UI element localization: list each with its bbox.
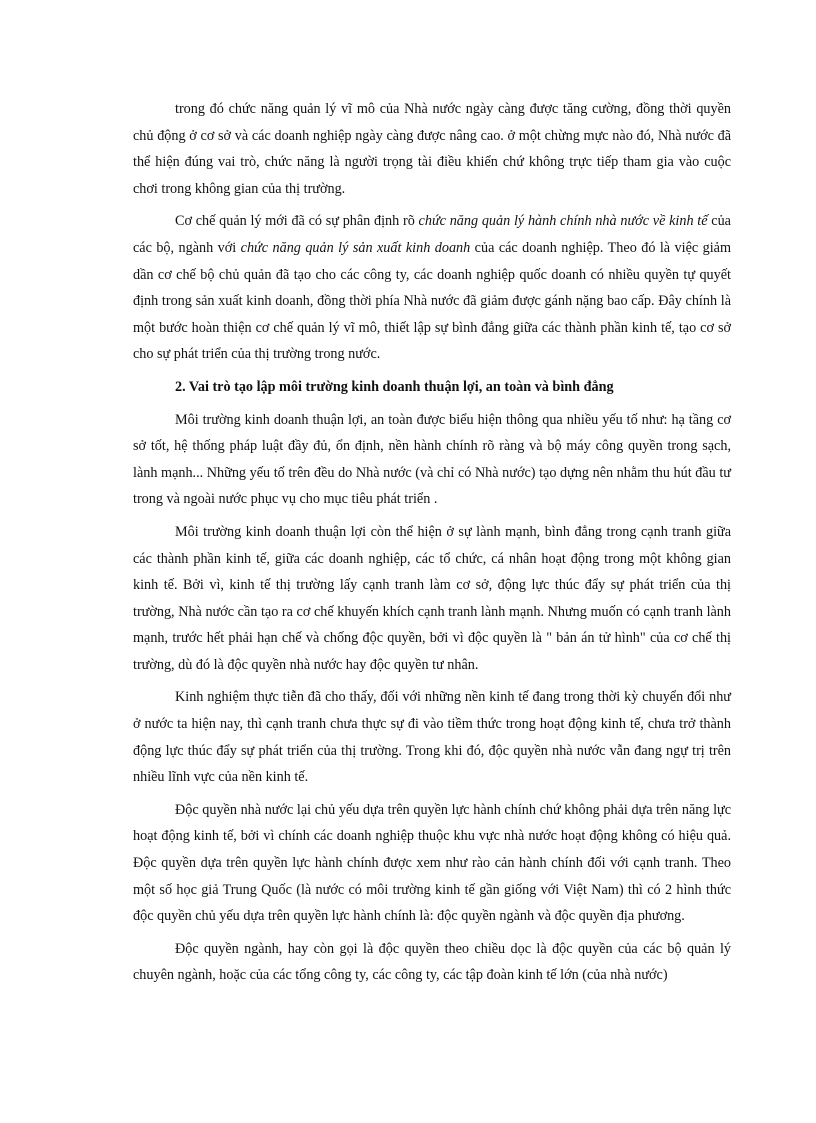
- paragraph-5: Kinh nghiệm thực tiễn đã cho thấy, đối với những nền kinh tế đang trong thời kỳ chuyển đổi như ở nước ta hiện nay, thì cạnh tranh chưa thực sự đi vào tiềm thức trong hoạt động kinh tế, chưa trở thành động lực thúc đẩy sự phát triển của thị trường. Trong khi đó, độc quyền nhà nước vẫn đang ngự trị trên nhiều lĩnh vực của nền kinh tế.: [133, 689, 731, 786]
- section-heading: 2. Vai trò tạo lập môi trường kinh doanh thuận lợi, an toàn và bình đẳng: [175, 378, 614, 395]
- paragraph-1: trong đó chức năng quản lý vĩ mô của Nhà nước ngày càng được tăng cường, đồng thời quyền chủ động ở cơ sở và các doanh nghiệp ngày càng được nâng cao. ở một chừng mực nào đó, Nhà nước đã thể hiện đúng vai trò, chức năng là người trọng tài điều khiển chứ không trực tiếp tham gia vào cuộc chơi trong không gian của thị trường.: [133, 101, 731, 197]
- paragraph-2-text-b: của các bộ, ngành với: [133, 213, 731, 256]
- document-page: [133, 96, 731, 989]
- paragraph-2: [133, 208, 731, 368]
- paragraph-2-italic-b: chức năng quản lý sản xuất kinh doanh: [240, 239, 471, 256]
- paragraph-2-text-a: Cơ chế quản lý mới đã có sự phân định rõ: [175, 213, 419, 230]
- paragraph-3: Môi trường kinh doanh thuận lợi, an toàn được biểu hiện thông qua nhiều yếu tố như: hạ tầng cơ sở tốt, hệ thống pháp luật đầy đủ, ổn định, nền hành chính rõ ràng và bộ máy công quyền trong sạch, lành mạnh... Những yếu tố trên đều do Nhà nước (và chỉ có Nhà nước) tạo dựng nên nhằm thu hút đầu tư trong và ngoài nước phục vụ cho mục tiêu phát triển .: [133, 411, 731, 508]
- paragraph-4: Môi trường kinh doanh thuận lợi còn thể hiện ở sự lành mạnh, bình đẳng trong cạnh tranh giữa các thành phần kinh tế, giữa các doanh nghiệp, các tổ chức, cá nhân hoạt động trong một không gian kinh tế. Bởi vì, kinh tế thị trường lấy cạnh tranh làm cơ sở, động lực thúc đẩy sự phát triển của thị trường, Nhà nước cần tạo ra cơ chế khuyến khích cạnh tranh lành mạnh. Nhưng muốn có cạnh tranh lành mạnh, trước hết phải hạn chế và chống độc quyền, bởi vì độc quyền là " bản án tử hình" của cơ chế thị trường, dù đó là độc quyền nhà nước hay độc quyền tư nhân.: [133, 523, 731, 673]
- paragraph-2-text-c: của các doanh nghiệp. Theo đó là việc giảm dần cơ chế bộ chủ quản đã tạo cho các công ty, các doanh nghiệp quốc doanh có nhiều quyền tự quyết định trong sản xuất kinh doanh, đồng thời phía Nhà nước đã giảm được gánh nặng bao cấp. Đây chính là một bước hoàn thiện cơ chế quản lý vĩ mô, thiết lập sự bình đẳng giữa các thành phần kinh tế, tạo cơ sở cho sự phát triển của thị trường trong nước.: [133, 239, 732, 363]
- paragraph-6: Độc quyền nhà nước lại chủ yếu dựa trên quyền lực hành chính chứ không phải dựa trên năng lực hoạt động kinh tế, bởi vì chính các doanh nghiệp thuộc khu vực nhà nước hoạt động không có hiệu quả. Độc quyền dựa trên quyền lực hành chính được xem như rào cản hành chính đối với cạnh tranh. Theo một số học giả Trung Quốc (là nước có môi trường kinh tế gần giống với Việt Nam) thì có 2 hình thức độc quyền chủ yếu dựa trên quyền lực hành chính là: độc quyền ngành và độc quyền địa phương.: [133, 801, 731, 925]
- paragraph-7: Độc quyền ngành, hay còn gọi là độc quyền theo chiều dọc là độc quyền của các bộ quản lý chuyên ngành, hoặc của các tổng công ty, các công ty, các tập đoàn kinh tế lớn (của nhà nước): [133, 940, 731, 984]
- paragraph-2-italic-a: chức năng quản lý hành chính nhà nước về kinh tế: [418, 213, 708, 230]
